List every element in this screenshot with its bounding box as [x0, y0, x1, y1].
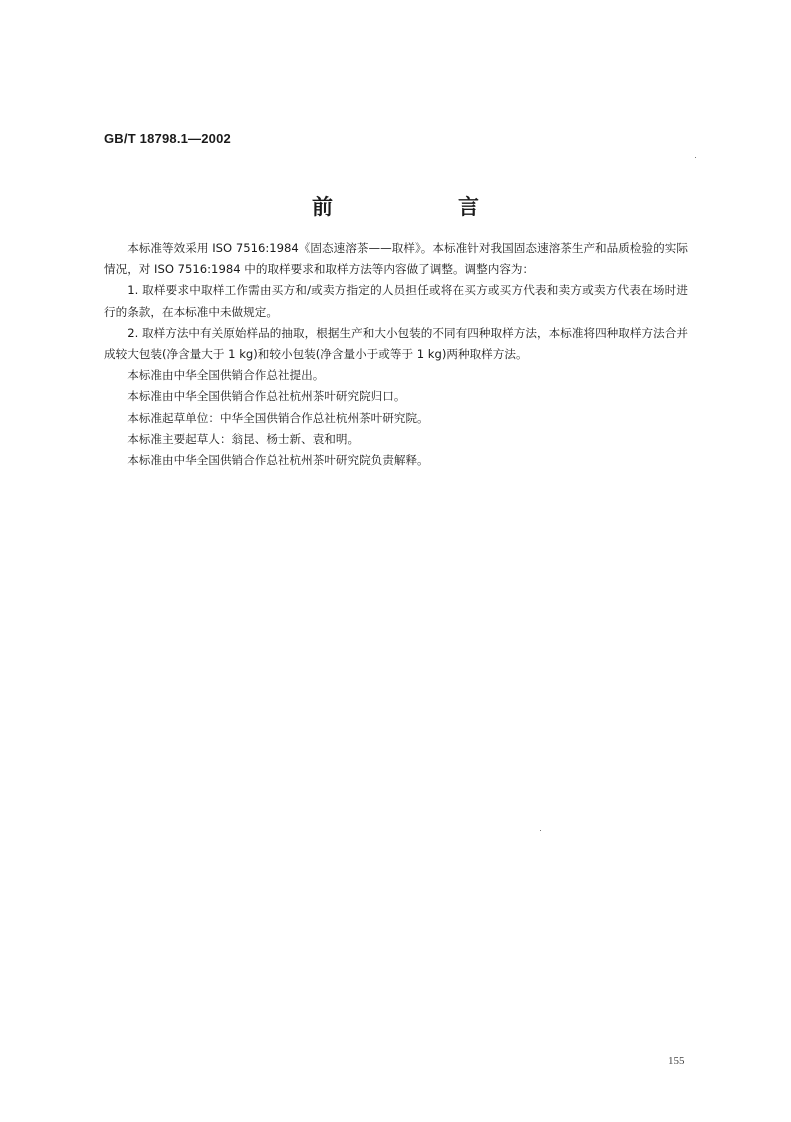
scan-speck — [695, 157, 696, 158]
paragraph-adjustment-2: 2. 取样方法中有关原始样品的抽取，根据生产和大小包装的不同有四种取样方法，本标准将四种取样方法合并成较大包装(净含量大于 1 kg)和较小包装(净含量小于或等于 1 kg)两种取样方法。 — [104, 325, 688, 362]
scan-speck — [540, 830, 541, 831]
page-title: 前 言 — [312, 195, 531, 219]
paragraph-centralized-by: 本标准由中华全国供销合作总社杭州茶叶研究院归口。 — [127, 389, 406, 404]
foreword-body — [104, 238, 688, 471]
page-number: 155 — [668, 1055, 685, 1067]
paragraph-adoption: 本标准等效采用 ISO 7516:1984《固态速溶茶——取样》。本标准针对我国固态速溶茶生产和品质检验的实际情况，对 ISO 7516:1984 中的取样要求和取样方法等内容做了调整。调整内容为： — [104, 241, 688, 277]
paragraph-proposed-by: 本标准由中华全国供销合作总社提出。 — [127, 368, 325, 383]
paragraph-adjustment-1: 1. 取样要求中取样工作需由买方和/或卖方指定的人员担任或将在买方或买方代表和卖方或卖方代表在场时进行的条款，在本标准中未做规定。 — [104, 283, 688, 319]
paragraph-drafting-unit: 本标准起草单位：中华全国供销合作总社杭州茶叶研究院。 — [127, 410, 429, 425]
paragraph-drafters: 本标准主要起草人：翁昆、杨士新、袁和明。 — [127, 431, 360, 446]
standard-code: GB/T 18798.1—2002 — [104, 131, 231, 146]
paragraph-interpretation: 本标准由中华全国供销合作总社杭州茶叶研究院负责解释。 — [127, 453, 429, 468]
